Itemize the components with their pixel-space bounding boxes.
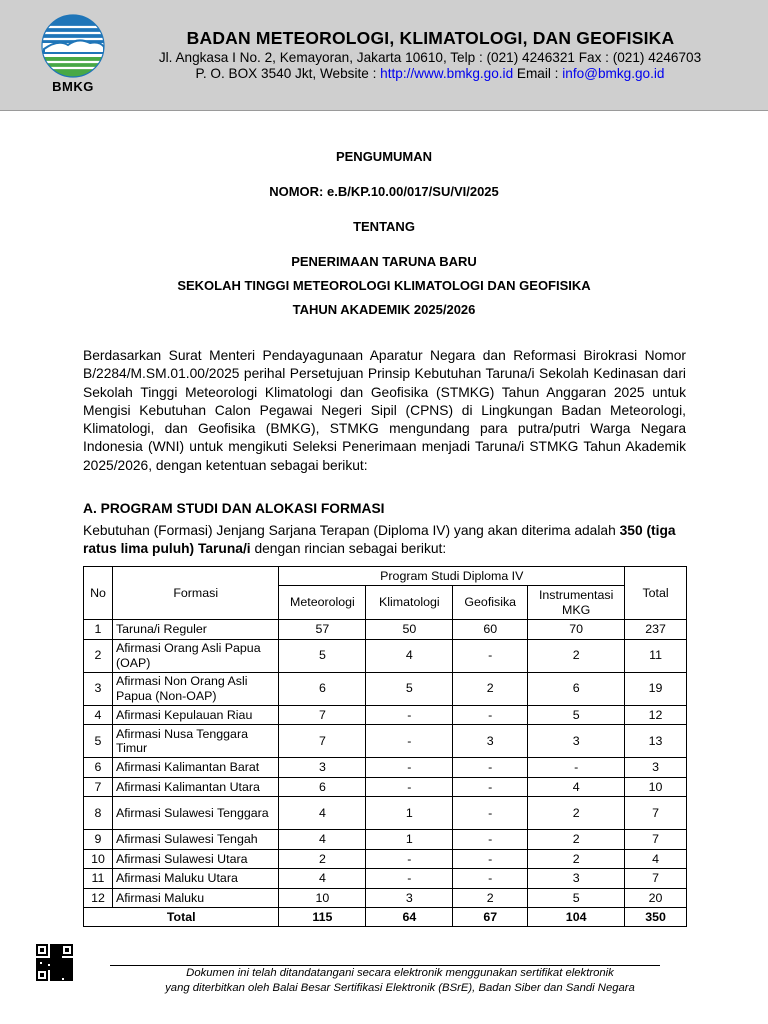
row-meteorologi: 6 <box>279 672 366 705</box>
row-meteorologi: 10 <box>279 888 366 908</box>
row-instrumentasi: 70 <box>528 620 625 640</box>
table-row <box>84 777 687 797</box>
table-row <box>84 888 687 908</box>
table-row <box>84 620 687 640</box>
total-klimatologi: 64 <box>366 908 453 927</box>
total-all: 350 <box>625 908 687 927</box>
section-a-text <box>83 522 693 559</box>
row-geofisika: - <box>453 830 528 850</box>
row-formasi: Afirmasi Orang Asli Papua (OAP) <box>112 639 279 672</box>
announcement-number: NOMOR: e.B/KP.10.00/017/SU/VI/2025 <box>269 184 499 199</box>
row-no: 10 <box>84 849 113 869</box>
row-instrumentasi: 2 <box>528 849 625 869</box>
row-total: 19 <box>625 672 687 705</box>
row-formasi: Afirmasi Kalimantan Barat <box>112 758 279 778</box>
row-klimatologi: - <box>366 758 453 778</box>
row-formasi: Afirmasi Maluku Utara <box>112 869 279 889</box>
header-geofisika: Geofisika <box>453 586 528 620</box>
row-instrumentasi: 3 <box>528 725 625 758</box>
announcement-heading: PENGUMUMAN <box>335 149 433 164</box>
contact-prefix: P. O. BOX 3540 Jkt, Website : <box>195 66 381 81</box>
row-formasi: Afirmasi Nusa Tenggara Timur <box>112 725 279 758</box>
section-a-title: A. PROGRAM STUDI DAN ALOKASI FORMASI <box>83 501 385 516</box>
row-formasi: Afirmasi Kepulauan Riau <box>112 705 279 725</box>
row-instrumentasi: - <box>528 758 625 778</box>
header-program-studi: Program Studi Diploma IV <box>279 567 625 586</box>
header-instrumentasi: Instrumentasi MKG <box>528 586 625 620</box>
total-meteorologi: 115 <box>279 908 366 927</box>
row-klimatologi: 4 <box>366 639 453 672</box>
row-formasi: Afirmasi Sulawesi Utara <box>112 849 279 869</box>
row-geofisika: 2 <box>453 672 528 705</box>
row-klimatologi: 50 <box>366 620 453 640</box>
row-meteorologi: 5 <box>279 639 366 672</box>
row-meteorologi: 3 <box>279 758 366 778</box>
row-meteorologi: 57 <box>279 620 366 640</box>
row-total: 7 <box>625 869 687 889</box>
section-a-text-after: dengan rincian sebagai berikut: <box>250 541 447 557</box>
table-row <box>84 797 687 830</box>
row-meteorologi: 4 <box>279 830 366 850</box>
row-meteorologi: 4 <box>279 869 366 889</box>
footer-divider <box>110 965 660 966</box>
row-formasi: Afirmasi Non Orang Asli Papua (Non-OAP) <box>112 672 279 705</box>
footer-line-1: Dokumen ini telah ditandatangani secara elektronik menggunakan sertifikat elektronik <box>186 967 614 979</box>
row-geofisika: - <box>453 705 528 725</box>
row-total: 10 <box>625 777 687 797</box>
row-klimatologi: 1 <box>366 830 453 850</box>
row-instrumentasi: 5 <box>528 705 625 725</box>
org-name: BADAN METEOROLOGI, KLIMATOLOGI, DAN GEOFISIKA <box>186 28 675 48</box>
row-geofisika: - <box>453 849 528 869</box>
header-meteorologi: Meteorologi <box>279 586 366 620</box>
row-formasi: Afirmasi Sulawesi Tengah <box>112 830 279 850</box>
row-klimatologi: - <box>366 849 453 869</box>
subject-line-3: TAHUN AKADEMIK 2025/2026 <box>292 302 476 317</box>
row-meteorologi: 6 <box>279 777 366 797</box>
row-instrumentasi: 2 <box>528 830 625 850</box>
row-no: 6 <box>84 758 113 778</box>
row-klimatologi: 1 <box>366 797 453 830</box>
table-row <box>84 830 687 850</box>
row-no: 11 <box>84 869 113 889</box>
formasi-table <box>83 566 687 927</box>
row-klimatologi: - <box>366 705 453 725</box>
row-total: 13 <box>625 725 687 758</box>
row-instrumentasi: 2 <box>528 639 625 672</box>
logo-text: BMKG <box>52 79 94 94</box>
org-address: Jl. Angkasa I No. 2, Kemayoran, Jakarta 10610, Telp : (021) 4246321 Fax : (021) 4246703 <box>158 50 702 65</box>
letterhead <box>0 0 768 111</box>
row-meteorologi: 2 <box>279 849 366 869</box>
row-geofisika: - <box>453 639 528 672</box>
row-no: 1 <box>84 620 113 640</box>
row-klimatologi: - <box>366 777 453 797</box>
row-geofisika: - <box>453 777 528 797</box>
table-row <box>84 705 687 725</box>
row-no: 9 <box>84 830 113 850</box>
table-row <box>84 758 687 778</box>
header-klimatologi: Klimatologi <box>366 586 453 620</box>
website-link[interactable]: http://www.bmkg.go.id <box>380 66 514 81</box>
table-row <box>84 725 687 758</box>
row-total: 20 <box>625 888 687 908</box>
header-no: No <box>84 567 113 620</box>
subject-line-2: SEKOLAH TINGGI METEOROLOGI KLIMATOLOGI DAN GEOFISIKA <box>177 278 591 293</box>
total-row <box>84 908 687 927</box>
org-contact <box>140 66 720 81</box>
row-meteorologi: 4 <box>279 797 366 830</box>
row-no: 2 <box>84 639 113 672</box>
email-link[interactable]: info@bmkg.go.id <box>562 66 665 81</box>
row-total: 7 <box>625 797 687 830</box>
row-instrumentasi: 6 <box>528 672 625 705</box>
row-formasi: Afirmasi Sulawesi Tenggara <box>112 797 279 830</box>
row-klimatologi: - <box>366 725 453 758</box>
total-geofisika: 67 <box>453 908 528 927</box>
row-no: 7 <box>84 777 113 797</box>
row-no: 4 <box>84 705 113 725</box>
row-meteorologi: 7 <box>279 725 366 758</box>
tentang-label: TENTANG <box>353 219 415 234</box>
row-total: 7 <box>625 830 687 850</box>
formasi-table-body <box>84 620 687 927</box>
email-label: Email : <box>513 66 563 81</box>
header-total: Total <box>625 567 687 620</box>
row-klimatologi: - <box>366 869 453 889</box>
row-instrumentasi: 4 <box>528 777 625 797</box>
table-row <box>84 672 687 705</box>
row-no: 12 <box>84 888 113 908</box>
bmkg-logo-icon <box>38 13 108 79</box>
qr-code-icon <box>36 944 73 981</box>
row-klimatologi: 5 <box>366 672 453 705</box>
row-geofisika: - <box>453 797 528 830</box>
section-a-text-before: Kebutuhan (Formasi) Jenjang Sarjana Terapan (Diploma IV) yang akan diterima adalah <box>83 523 620 538</box>
row-total: 3 <box>625 758 687 778</box>
row-formasi: Taruna/i Reguler <box>112 620 279 640</box>
row-instrumentasi: 2 <box>528 797 625 830</box>
bmkg-logo <box>38 13 108 97</box>
table-row <box>84 869 687 889</box>
row-geofisika: 60 <box>453 620 528 640</box>
row-geofisika: - <box>453 869 528 889</box>
row-formasi: Afirmasi Maluku <box>112 888 279 908</box>
table-row <box>84 849 687 869</box>
row-total: 11 <box>625 639 687 672</box>
header-formasi: Formasi <box>112 567 279 620</box>
subject-line-1: PENERIMAAN TARUNA BARU <box>291 254 477 269</box>
row-geofisika: 3 <box>453 725 528 758</box>
row-no: 8 <box>84 797 113 830</box>
row-instrumentasi: 3 <box>528 869 625 889</box>
row-meteorologi: 7 <box>279 705 366 725</box>
intro-paragraph: Berdasarkan Surat Menteri Pendayagunaan Aparatur Negara dan Reformasi Birokrasi Nomor B/2284/M.SM.01.00/2025 perihal Persetujuan Prinsip Kebutuhan Taruna/i Sekolah Kedinasan dari Sekolah Tinggi Meteorologi Klimatologi dan Geofisika (STMKG) Tahun Anggaran 2025 untuk Mengisi Kebutuhan Calon Pegawai Negeri Sipil (CPNS) di Lingkungan Badan Meteorologi, Klimatologi, dan Geofisika (BMKG), STMKG mengundang para putra/putri Warga Negara Indonesia (WNI) untuk mengikuti Seleksi Penerimaan menjadi Taruna/i STMKG Tahun Akademik 2025/2026, dengan ketentuan sebagai berikut: <box>83 348 686 473</box>
row-klimatologi: 3 <box>366 888 453 908</box>
total-instrumentasi: 104 <box>528 908 625 927</box>
row-geofisika: - <box>453 758 528 778</box>
table-row <box>84 639 687 672</box>
total-label: Total <box>84 908 279 927</box>
row-no: 3 <box>84 672 113 705</box>
row-total: 12 <box>625 705 687 725</box>
row-formasi: Afirmasi Kalimantan Utara <box>112 777 279 797</box>
section-a-text-bold: 350 (tiga ratus lima puluh) Taruna/i <box>83 523 676 557</box>
row-total: 237 <box>625 620 687 640</box>
row-instrumentasi: 5 <box>528 888 625 908</box>
footer-line-2: yang diterbitkan oleh Balai Besar Sertifikasi Elektronik (BSrE), Badan Siber dan Sandi Negara <box>165 982 635 994</box>
row-total: 4 <box>625 849 687 869</box>
row-no: 5 <box>84 725 113 758</box>
row-geofisika: 2 <box>453 888 528 908</box>
